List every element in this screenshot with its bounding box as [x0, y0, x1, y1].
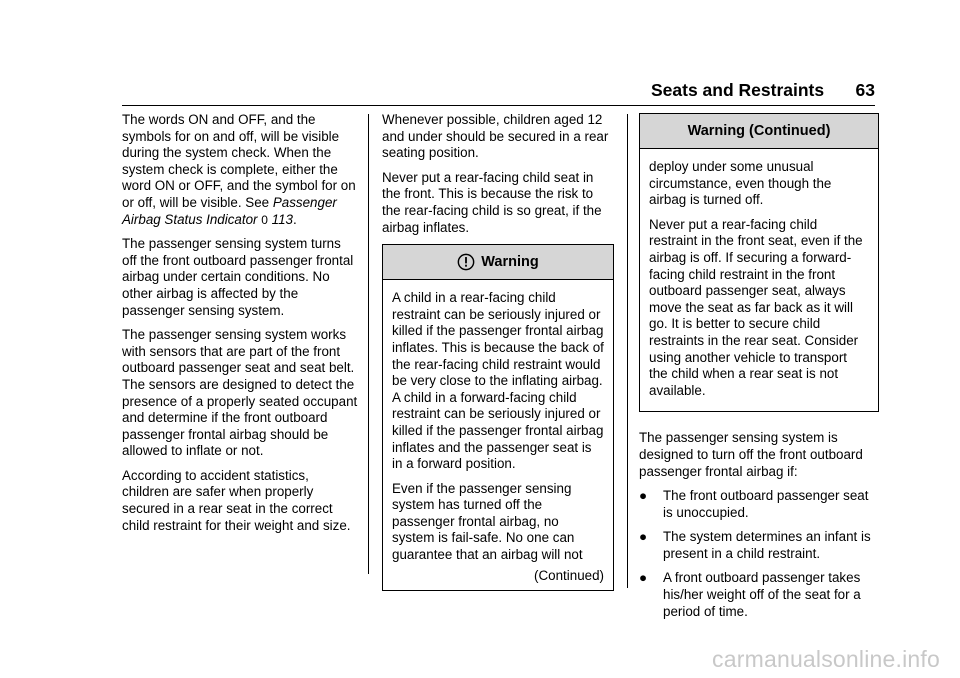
page-header [651, 80, 875, 106]
passenger-airbag-link[interactable]: Passenger Airbag Status Indicator [122, 194, 337, 227]
col2-paragraph-1: Whenever possible, children aged 12 and under should be secured in a rear seating position. [382, 112, 609, 161]
list-item-text: The system determines an infant is present in a child restraint. [663, 529, 871, 561]
watermark: carmanualsonline.info [712, 646, 940, 672]
warning-title: Warning [481, 253, 539, 270]
section-title: Seats and Restraints [651, 80, 825, 100]
warning-continued-paragraph-2: Never put a rear-facing child restraint in the front seat, even if the airbag is off. If securing a forward-facing child restraint in the front outboard passenger seat, always move the seat as far back as it will go. It is better to secure child restraints in the rear seat. Consider using another vehicle to transport the child when a rear seat is not available. [649, 216, 863, 398]
list-item [639, 488, 879, 521]
col1-paragraph-3: The passenger sensing system works with sensors that are part of the front outboard passenger seat and seat belt. The sensors are designed to detect the presence of a properly seated occupant and determine if the front outboard passenger frontal airbag should be allowed to inflate or not. [122, 327, 358, 459]
warning-continued-body [640, 149, 878, 411]
warning-paragraph-1: A child in a rear-facing child restraint can be seriously injured or killed if the passenger frontal airbag inflates. This is because the back of the rear-facing child restraint would be very close to the inflating airbag. A child in a forward-facing child restraint can be seriously injured or killed if the passenger frontal airbag inflates and the passenger seat is in a forward position. [392, 290, 604, 472]
list-item-text: A front outboard passenger takes his/her weight off of the seat for a period of time. [663, 570, 861, 619]
warning-icon [457, 253, 475, 271]
col1-paragraph-4: According to accident statistics, children are safer when properly secured in a rear seat in the correct child restraint for their weight and size. [122, 467, 351, 533]
warning-body [383, 280, 613, 590]
col1-p1-text: The words ON and OFF, and the symbols for on and off, will be visible during the system check. When the system check is complete, either the word ON or OFF, and the symbol for on or off, will be visible. See [122, 112, 356, 210]
column-divider-2 [627, 114, 628, 588]
page-ref-icon: 0 [261, 212, 268, 227]
list-item-text: The front outboard passenger seat is unoccupied. [663, 488, 869, 520]
bullet-icon: ● [639, 570, 648, 586]
column-divider-1 [368, 114, 369, 574]
list-item [639, 529, 879, 562]
col3-paragraph-1: The passenger sensing system is designed to turn off the front outboard passenger frontal airbag if: [639, 430, 863, 479]
column-1 [122, 112, 358, 542]
col1-paragraph-1 [122, 112, 358, 228]
warning-continued-box [639, 113, 879, 412]
page-number: 63 [855, 80, 875, 100]
bullet-icon: ● [639, 488, 648, 504]
warning-paragraph-2: Even if the passenger sensing system has turned off the passenger frontal airbag, no system is fail-safe. No one can guarantee that an airbag will not [392, 480, 583, 563]
warning-header [383, 245, 613, 280]
warning-continued-title: Warning (Continued) [687, 122, 831, 139]
warning-continued-paragraph-1: deploy under some unusual circumstance, even though the airbag is turned off. [649, 159, 832, 208]
col1-p1-end: . [293, 211, 297, 227]
column-2 [382, 112, 614, 591]
warning-continued-header [640, 114, 878, 149]
list-item [639, 570, 879, 620]
col2-paragraph-2: Never put a rear-facing child seat in the front. This is because the risk to the rear-facing child is so great, if the airbag inflates. [382, 169, 602, 235]
header-rule [122, 105, 875, 106]
page-ref-number[interactable]: 113 [271, 211, 293, 227]
continued-label: (Continued) [534, 567, 604, 583]
column-3 [639, 112, 879, 628]
bullet-icon: ● [639, 529, 648, 545]
bullet-list [639, 488, 879, 620]
warning-box [382, 244, 614, 591]
col1-paragraph-2: The passenger sensing system turns off the front outboard passenger frontal airbag under certain conditions. No other airbag is affected by the passenger sensing system. [122, 236, 354, 318]
